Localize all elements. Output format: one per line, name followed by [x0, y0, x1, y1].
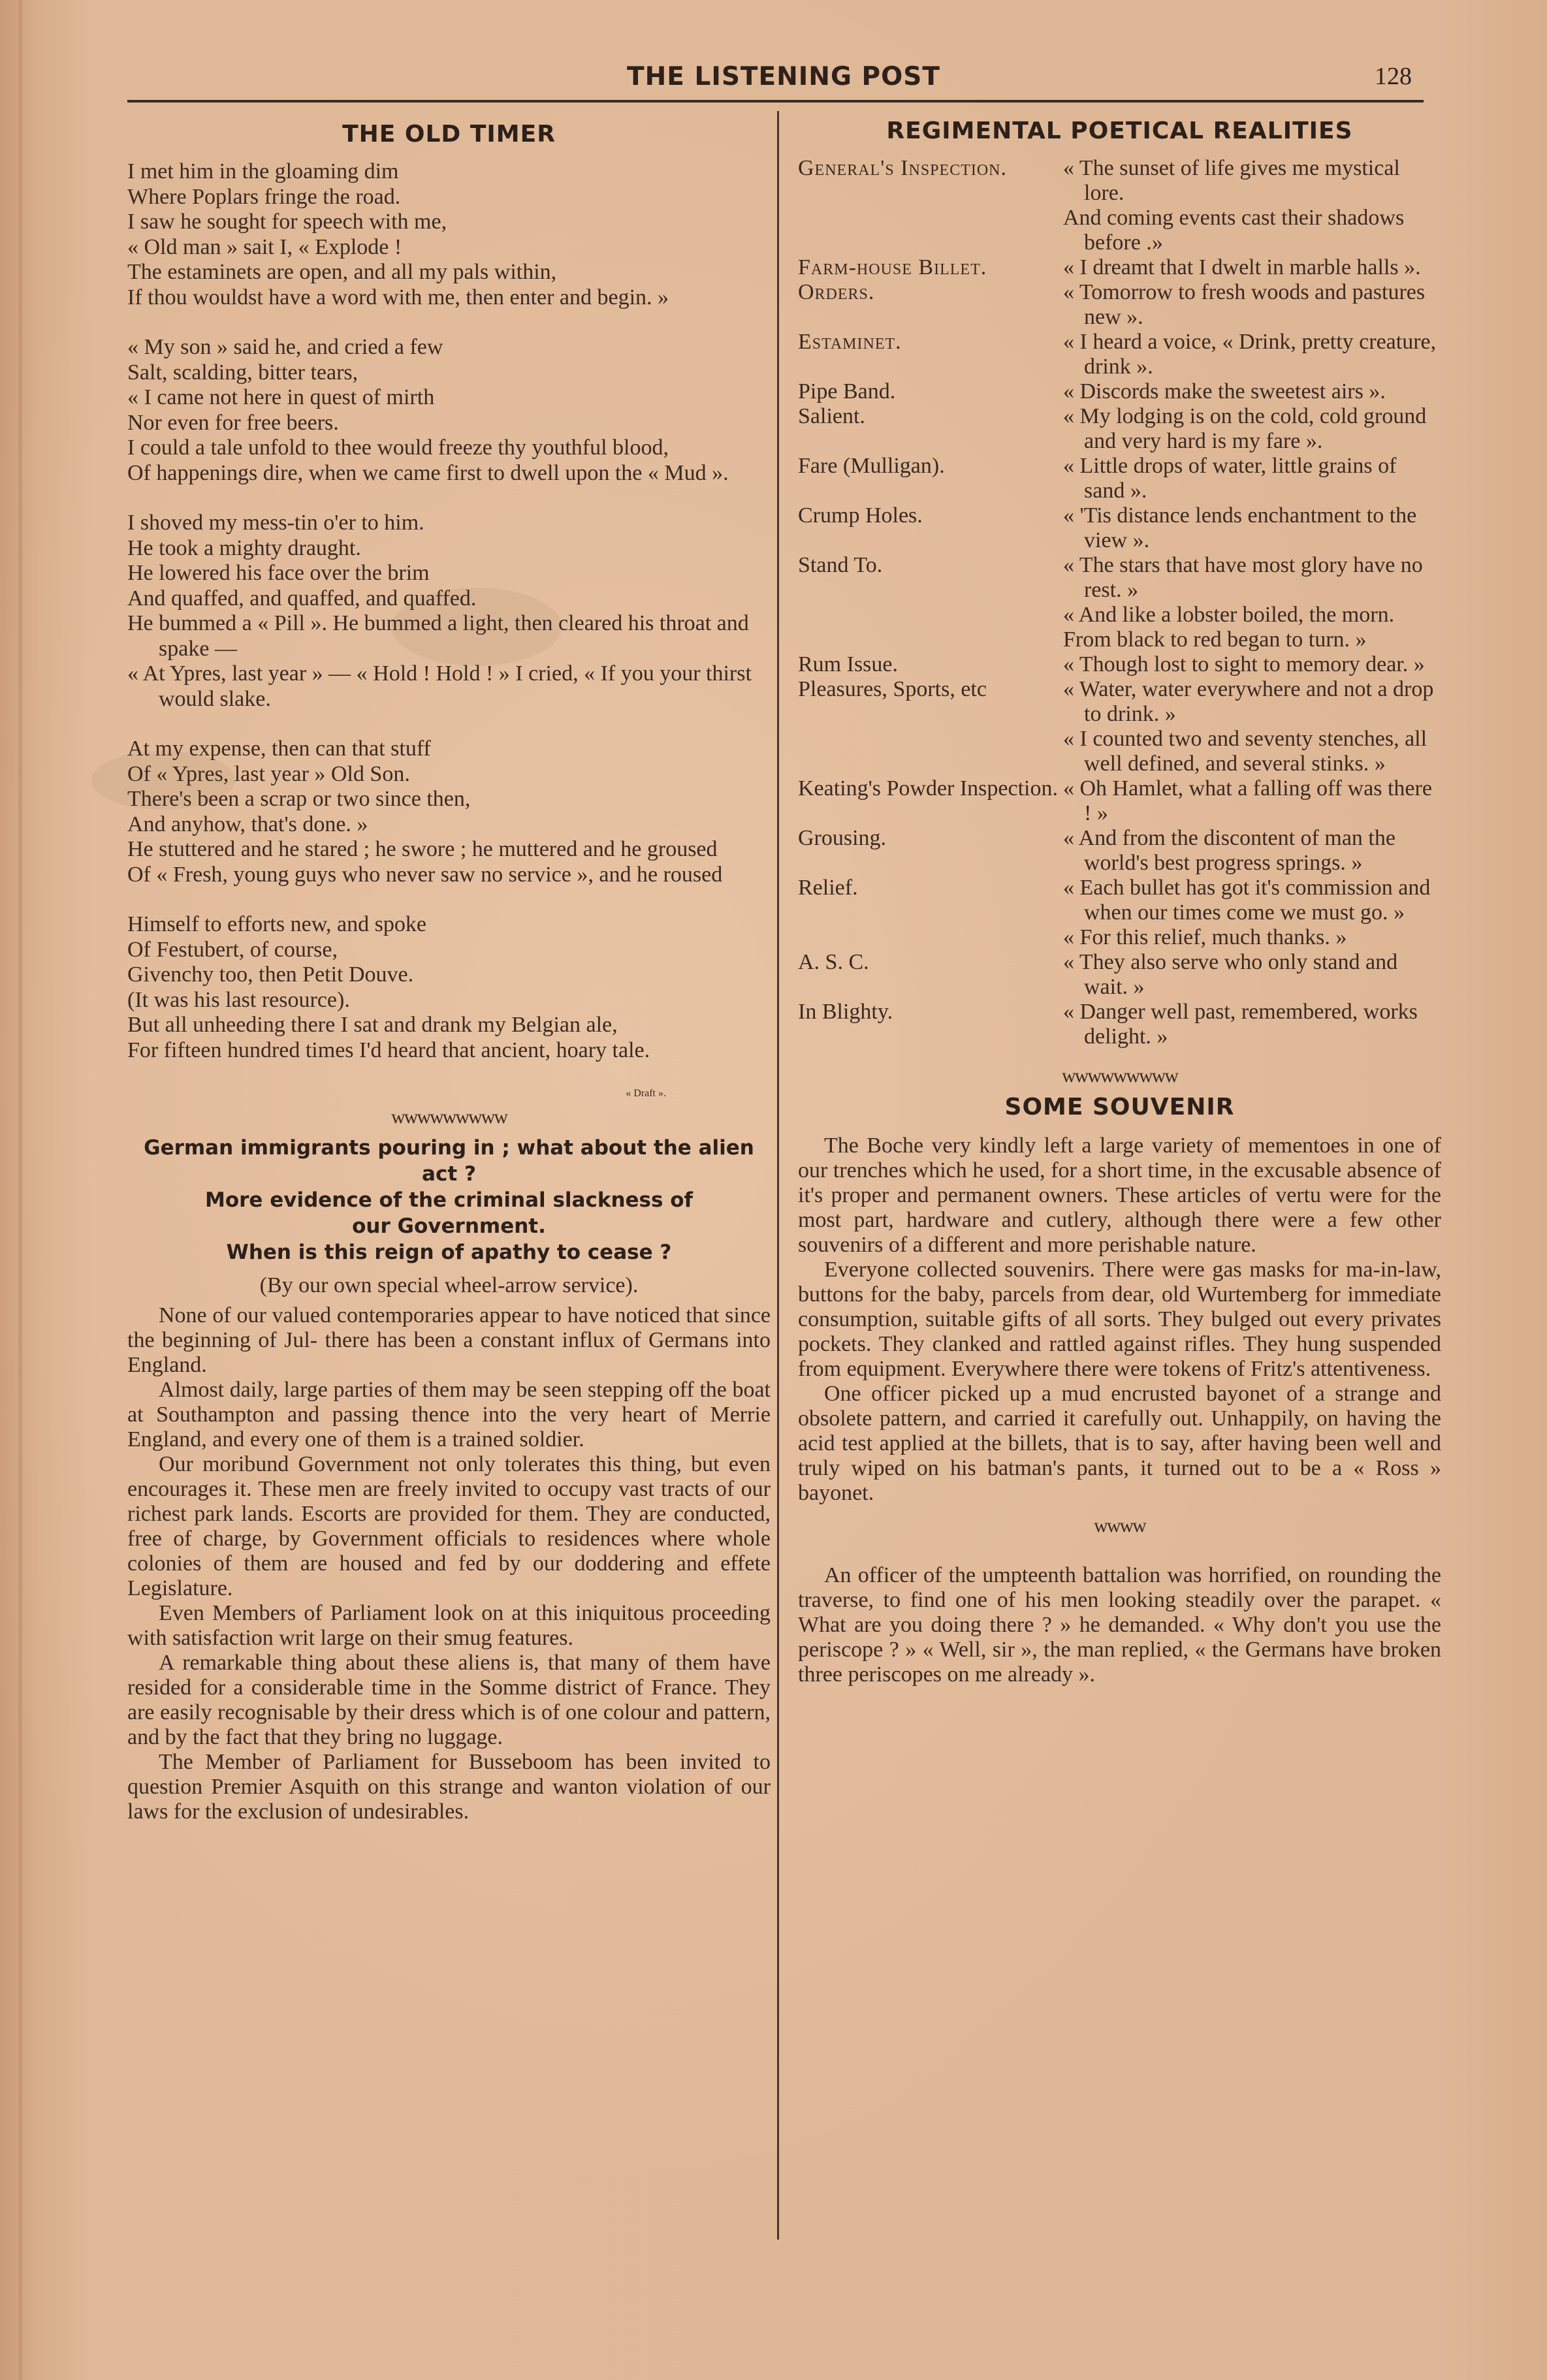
regimental-row: [798, 925, 1441, 950]
regimental-quote: And coming events cast their shadows before .»: [1063, 206, 1405, 255]
regimental-label: [798, 206, 1063, 255]
column-divider: [777, 111, 779, 2240]
regimental-label: Crump Holes.: [798, 503, 923, 528]
regimental-row: [798, 950, 1441, 1000]
poem-line: He bummed a « Pill ». He bummed a light, then cleared his throat and spake —: [127, 611, 749, 661]
regimental-title: REGIMENTAL POETICAL REALITIES: [886, 118, 1353, 144]
regimental-row: [798, 280, 1441, 330]
poem-line: If thou wouldst have a word with me, then enter and begin. »: [127, 285, 669, 309]
poem-line: Of « Ypres, last year » Old Son.: [127, 761, 410, 786]
regimental-quote: « Tomorrow to fresh woods and pastures new ».: [1063, 280, 1426, 329]
poem-line: « At Ypres, last year » — « Hold ! Hold ! » I cried, « If you your thirst would slake.: [127, 661, 752, 711]
poem-line: I saw he sought for speech with me,: [127, 210, 447, 234]
article-paragraph: Even Members of Parliament look on at this iniquitous proceeding with satisfaction writ large on their smug features.: [127, 1601, 771, 1650]
poem-line: Nor even for free beers.: [127, 410, 339, 435]
poem-line: There's been a scrap or two since then,: [127, 787, 471, 811]
article-paragraph: None of our valued contemporaries appear to have noticed that since the beginning of Jul- there has been a constant influx of Germans into England.: [127, 1303, 771, 1377]
regimental-label: In Blighty.: [798, 1000, 893, 1024]
page-number: 128: [1375, 63, 1412, 90]
regimental-row: [798, 776, 1441, 826]
poem-line: And quaffed, and quaffed, and quaffed.: [127, 586, 477, 611]
poem-line: At my expense, then can that stuff: [127, 737, 431, 761]
article-paragraph: Our moribund Government not only tolerates this thing, but even encourages it. These men are freely invited to occupy vast tracts of our richest park lands. Escorts are provided for them. They are conducted, free of charge, by Government officials to residences where whole colonies of them are housed and fed by our doddering and effete Legislature.: [127, 1452, 771, 1600]
regimental-label: A. S. C.: [798, 950, 869, 974]
regimental-quote: « I dreamt that I dwelt in marble halls ».: [1063, 255, 1421, 279]
regimental-row: [798, 404, 1441, 454]
regimental-quote: « The stars that have most glory have no rest. »: [1063, 553, 1423, 602]
regimental-quote: « The sunset of life gives me mystical lore.: [1063, 156, 1400, 205]
regimental-label: Fare (Mulligan).: [798, 454, 945, 478]
publication-title: THE LISTENING POST: [627, 62, 940, 91]
article-headline-3: When is this reign of apathy to cease ?: [226, 1241, 672, 1264]
section-separator: wwwwwwwww: [1062, 1065, 1177, 1087]
regimental-row: [798, 206, 1441, 255]
regimental-label: [798, 603, 1063, 627]
poem-line: He lowered his face over the brim: [127, 561, 430, 585]
article-body: [127, 1303, 771, 1824]
regimental-label: Farm-house Billet.: [798, 255, 987, 279]
poem-line: The estaminets are open, and all my pals within,: [127, 260, 557, 284]
regimental-quote: « Water, water everywhere and not a drop to drink. »: [1063, 677, 1434, 726]
regimental-row: [798, 156, 1441, 206]
header-rule: [127, 100, 1424, 103]
poem-line: Where Poplars fringe the road.: [127, 184, 401, 209]
poem-line: I shoved my mess-tin o'er to him.: [127, 511, 424, 535]
regimental-quote: « 'Tis distance lends enchantment to the view ».: [1063, 503, 1417, 552]
regimental-quote: « Though lost to sight to memory dear. »: [1063, 652, 1425, 676]
regimental-label: Orders.: [798, 280, 875, 304]
poem-line: Of Festubert, of course,: [127, 937, 338, 962]
regimental-quote: « Discords make the sweetest airs ».: [1063, 379, 1386, 404]
regimental-row: [798, 503, 1441, 553]
poem-line: For fifteen hundred times I'd heard that ancient, hoary tale.: [127, 1038, 650, 1062]
souvenir-article: [798, 1094, 1441, 1506]
regimental-label: [798, 627, 1063, 652]
regimental-row: [798, 677, 1441, 727]
regimental-row: [798, 379, 1441, 404]
anecdote-paragraph: An officer of the umpteenth battalion was horrified, on rounding the traverse, to find one of his men looking steadily over the parapet. « What are you doing there ? » he demanded. « Why don't you use the periscope ? » « Well, sir », the man replied, « the Germans have broken three periscopes on me already ».: [798, 1563, 1441, 1687]
regimental-quote: « For this relief, much thanks. »: [1063, 925, 1347, 949]
regimental-row: [798, 876, 1441, 925]
poem-line: « Old man » sait I, « Explode !: [127, 234, 402, 259]
poem-stanza: [127, 511, 771, 712]
regimental-row: [798, 826, 1441, 876]
article-headline-2: More evidence of the criminal slackness of our Government.: [204, 1188, 694, 1238]
regimental-quote: « And like a lobster boiled, the morn.: [1063, 603, 1395, 627]
regimental-row: [798, 652, 1441, 677]
regimental-row: [798, 330, 1441, 379]
regimental-row: [798, 603, 1441, 627]
regimental-label: Salient.: [798, 404, 865, 428]
article-paragraph: A remarkable thing about these aliens is, that many of them have resided for a considerable time in the Somme district of France. They are easily recognisable by their dress which is of one colour and pattern, and by the fact that they bring no luggage.: [127, 1651, 771, 1749]
regimental-label: Grousing.: [798, 826, 887, 850]
regimental-label: Estaminet.: [798, 330, 902, 354]
regimental-quote: From black to red began to turn. »: [1063, 627, 1367, 652]
regimental-quote: « Each bullet has got it's commission and when our times come we must go. »: [1063, 876, 1431, 925]
poem-line: But all unheeding there I sat and drank my Belgian ale,: [127, 1013, 618, 1037]
poem-line: Of happenings dire, when we came first to dwell upon the « Mud ».: [127, 460, 729, 485]
poem-line: I met him in the gloaming dim: [127, 159, 399, 183]
regimental-quote: « Oh Hamlet, what a falling off was there ! »: [1063, 776, 1432, 825]
regimental-quote: « I counted two and seventy stenches, all well defined, and several stinks. »: [1063, 727, 1427, 776]
poem-stanza: [127, 912, 771, 1063]
regimental-row: [798, 1000, 1441, 1049]
poem-line: « My son » said he, and cried a few: [127, 335, 443, 359]
regimental-row: [798, 454, 1441, 503]
regimental-row: [798, 255, 1441, 280]
poem-line: Of « Fresh, young guys who never saw no service », and he roused: [127, 862, 723, 887]
souvenir-paragraph: Everyone collected souvenirs. There were gas masks for ma-in-law, buttons for the baby, parcels from dear, old Wurtemberg for immediate consumption, suitable gifts of all sorts. They bulged out every privates pockets. They clanked and rattled against rifles. They hung suspended from equipment. Everywhere there were tokens of Fritz's attentiveness.: [798, 1258, 1441, 1381]
poem-stanza: [127, 335, 771, 486]
left-column: [127, 121, 771, 1824]
souvenir-paragraph: The Boche very kindly left a large variety of mementoes in one of our trenches which he used, for a short time, in the excusable absence of it's proper and permanent owners. These articles of vertu were for the most part, hardware and cutlery, although there were a few other souvenirs of a different and more perishable nature.: [798, 1134, 1441, 1257]
poem-line: He stuttered and he stared ; he swore ; he muttered and he groused: [127, 837, 718, 861]
regimental-label: Pleasures, Sports, etc: [798, 677, 987, 701]
poem-line: Salt, scalding, bitter tears,: [127, 360, 359, 385]
article-paragraph: Almost daily, large parties of them may be seen stepping off the boat at Southampton and passing thence into the very heart of Merrie England, and every one of them is a trained soldier.: [127, 1378, 771, 1452]
regimental-label: Keating's Powder Inspection.: [798, 776, 1058, 801]
souvenir-title: SOME SOUVENIR: [1004, 1094, 1235, 1120]
regimental-label: General's Inspection.: [798, 156, 1008, 180]
article-headline-1: German immigrants pouring in ; what about the alien act ?: [144, 1136, 754, 1186]
poem-stanza: [127, 737, 771, 887]
regimental-label: Stand To.: [798, 553, 883, 577]
souvenir-paragraph: One officer picked up a mud encrusted bayonet of a strange and obsolete pattern, and carried it carefully out. Unhappily, on having the acid test applied at the billets, that is to say, after having been well and truly wiped on his batman's pants, it turned out to be a « Ross » bayonet.: [798, 1382, 1441, 1505]
regimental-quote: « My lodging is on the cold, cold ground and very hard is my fare ».: [1063, 404, 1427, 453]
regimental-quote: « Danger well past, remembered, works delight. »: [1063, 1000, 1418, 1049]
regimental-quote: « And from the discontent of man the world's best progress springs. »: [1063, 826, 1395, 875]
regimental-label: Rum Issue.: [798, 652, 898, 676]
page-header: [127, 56, 1424, 108]
poem-line: He took a mighty draught.: [127, 535, 361, 560]
section-separator: wwwwwwwww: [391, 1106, 507, 1128]
regimental-table: [798, 156, 1441, 1049]
poem-line: Himself to efforts new, and spoke: [127, 912, 426, 936]
article-paragraph: The Member of Parliament for Busseboom has been invited to question Premier Asquith on this strange and wanton violation of our laws for the exclusion of undesirables.: [127, 1750, 771, 1824]
regimental-label: [798, 727, 1063, 776]
regimental-quote: « Little drops of water, little grains of sand ».: [1063, 454, 1397, 503]
regimental-label: [798, 925, 1063, 950]
poem-title: THE OLD TIMER: [342, 121, 556, 148]
poem-line: And anyhow, that's done. »: [127, 812, 368, 836]
section-separator-short: wwww: [1094, 1515, 1145, 1536]
periscope-anecdote: [798, 1563, 1441, 1687]
poem-line: I could a tale unfold to thee would freeze thy youthful blood,: [127, 436, 669, 460]
old-timer-poem: [127, 159, 771, 1063]
souvenir-body: [798, 1134, 1441, 1506]
poem-stanza: [127, 159, 771, 310]
regimental-quote: « I heard a voice, « Drink, pretty creature, drink ».: [1063, 330, 1437, 379]
german-article: [127, 1135, 771, 1824]
regimental-row: [798, 627, 1441, 652]
poem-signature: « Draft ».: [626, 1088, 666, 1099]
right-column: [798, 118, 1441, 1687]
regimental-label: Pipe Band.: [798, 379, 896, 404]
regimental-quote: « They also serve who only stand and wait. »: [1063, 950, 1398, 999]
page-spine-shadow: [18, 0, 22, 2380]
article-byline: (By our own special wheel-arrow service).: [259, 1273, 639, 1297]
regimental-row: [798, 553, 1441, 603]
poem-line: (It was his last resource).: [127, 987, 350, 1012]
poem-line: Givenchy too, then Petit Douve.: [127, 962, 414, 987]
regimental-row: [798, 727, 1441, 776]
poem-line: « I came not here in quest of mirth: [127, 385, 435, 409]
regimental-label: Relief.: [798, 876, 858, 900]
